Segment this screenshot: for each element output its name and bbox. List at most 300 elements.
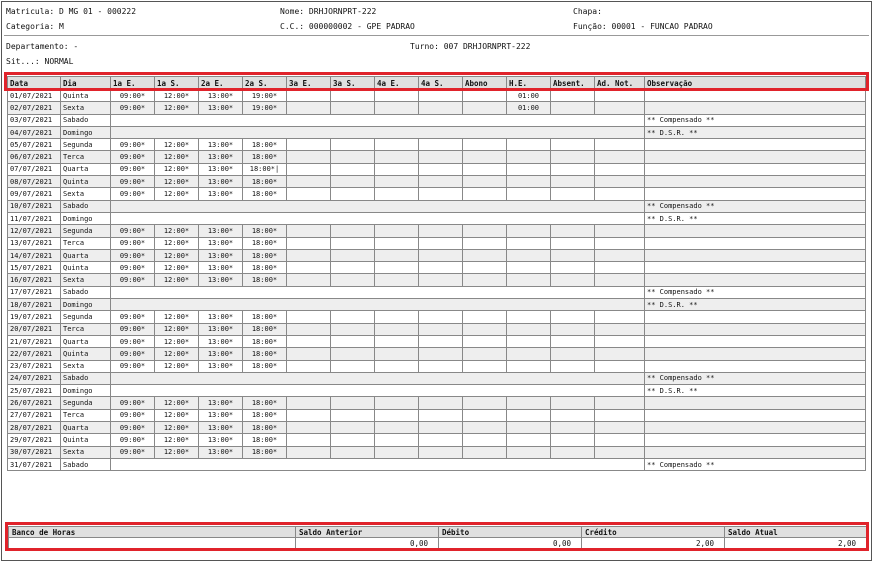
table-cell (111, 286, 645, 298)
table-cell: 31/07/2021 (8, 458, 61, 470)
table-cell: 13:00* (199, 397, 243, 409)
table-cell (111, 385, 645, 397)
table-cell (463, 335, 507, 347)
table-cell (595, 323, 645, 335)
table-cell (507, 262, 551, 274)
table-row (8, 90, 866, 102)
table-row (8, 126, 866, 138)
table-cell: 08/07/2021 (8, 176, 61, 188)
table-cell (419, 151, 463, 163)
table-cell: 12:00* (155, 311, 199, 323)
table-cell (463, 237, 507, 249)
table-cell: 12:00* (155, 176, 199, 188)
chapa-text: Chapa: (573, 7, 602, 16)
departamento-text: Departamento: - (6, 42, 79, 51)
table-cell (419, 422, 463, 434)
table-cell: 18:00* (243, 139, 287, 151)
table-cell: Sexta (61, 360, 111, 372)
table-cell: 28/07/2021 (8, 422, 61, 434)
table-cell: 03/07/2021 (8, 114, 61, 126)
table-cell (507, 139, 551, 151)
saldo-anterior-label: Saldo Anterior (296, 527, 439, 538)
table-cell (507, 237, 551, 249)
table-cell: 19/07/2021 (8, 311, 61, 323)
table-cell: Terca (61, 237, 111, 249)
table-cell (645, 102, 866, 114)
table-cell (331, 237, 375, 249)
table-cell: 12:00* (155, 446, 199, 458)
table-cell (645, 311, 866, 323)
table-cell (551, 348, 595, 360)
table-cell: 06/07/2021 (8, 151, 61, 163)
debito-label: Débito (439, 527, 582, 538)
table-cell: 01/07/2021 (8, 90, 61, 102)
table-row (8, 114, 866, 126)
table-cell: 13:00* (199, 151, 243, 163)
table-cell (287, 139, 331, 151)
table-cell (375, 163, 419, 175)
table-cell: 19:00* (243, 90, 287, 102)
table-cell: 18:00* (243, 434, 287, 446)
table-cell (595, 225, 645, 237)
table-cell: 18:00* (243, 225, 287, 237)
table-cell (287, 188, 331, 200)
table-cell: Domingo (61, 212, 111, 224)
table-cell (331, 422, 375, 434)
table-cell: Sexta (61, 274, 111, 286)
table-cell: 13:00* (199, 262, 243, 274)
table-cell: 18/07/2021 (8, 299, 61, 311)
table-cell: 22/07/2021 (8, 348, 61, 360)
table-cell: 12:00* (155, 163, 199, 175)
table-cell (287, 311, 331, 323)
table-cell (595, 274, 645, 286)
table-cell: Segunda (61, 311, 111, 323)
table-cell (375, 139, 419, 151)
table-cell: 12:00* (155, 102, 199, 114)
table-cell (419, 311, 463, 323)
table-cell: Domingo (61, 299, 111, 311)
table-row (8, 176, 866, 188)
table-cell: 09:00* (111, 348, 155, 360)
table-cell (287, 225, 331, 237)
table-cell: Terca (61, 409, 111, 421)
table-cell: Sexta (61, 188, 111, 200)
table-cell: Quinta (61, 262, 111, 274)
table-cell (595, 397, 645, 409)
table-cell: Sexta (61, 102, 111, 114)
table-cell: 12:00* (155, 274, 199, 286)
table-cell: 09:00* (111, 188, 155, 200)
table-cell (375, 397, 419, 409)
table-cell: ** Compensado ** (645, 458, 866, 470)
table-cell: 18:00* (243, 237, 287, 249)
table-cell (419, 409, 463, 421)
table-header-row (8, 77, 866, 90)
table-cell: ** D.S.R. ** (645, 385, 866, 397)
table-cell: 25/07/2021 (8, 385, 61, 397)
table-cell (331, 434, 375, 446)
table-cell (375, 225, 419, 237)
table-cell (331, 225, 375, 237)
table-cell (463, 311, 507, 323)
column-header: 2a S. (243, 77, 287, 90)
table-cell: 18:00* (243, 176, 287, 188)
table-cell (331, 446, 375, 458)
table-cell: 13:00* (199, 311, 243, 323)
table-row (8, 360, 866, 372)
saldo-atual-label: Saldo Atual (725, 527, 867, 538)
table-cell (287, 434, 331, 446)
table-cell (419, 249, 463, 261)
table-cell (595, 348, 645, 360)
table-cell (645, 237, 866, 249)
table-cell (645, 446, 866, 458)
table-cell: Sabado (61, 286, 111, 298)
table-cell: 27/07/2021 (8, 409, 61, 421)
table-cell (111, 212, 645, 224)
table-cell: Quarta (61, 422, 111, 434)
table-cell: 23/07/2021 (8, 360, 61, 372)
table-cell: 13:00* (199, 360, 243, 372)
table-cell (111, 126, 645, 138)
column-header: Ad. Not. (595, 77, 645, 90)
table-cell (551, 176, 595, 188)
table-cell (507, 188, 551, 200)
table-cell (419, 176, 463, 188)
table-row (8, 139, 866, 151)
table-cell: 09:00* (111, 409, 155, 421)
table-cell: 12:00* (155, 422, 199, 434)
table-cell (463, 397, 507, 409)
table-cell: 13:00* (199, 176, 243, 188)
table-cell: 13:00* (199, 434, 243, 446)
column-header: Absent. (551, 77, 595, 90)
table-row (8, 311, 866, 323)
table-cell: 09:00* (111, 249, 155, 261)
table-cell: 18:00* (243, 335, 287, 347)
table-cell (551, 311, 595, 323)
table-cell (595, 335, 645, 347)
table-cell: 19:00* (243, 102, 287, 114)
table-cell: ** D.S.R. ** (645, 299, 866, 311)
table-cell: Sabado (61, 458, 111, 470)
table-cell: 12:00* (155, 90, 199, 102)
table-cell: 12:00* (155, 249, 199, 261)
table-cell (331, 188, 375, 200)
table-cell (463, 188, 507, 200)
table-cell: 13:00* (199, 446, 243, 458)
table-cell: 13:00* (199, 188, 243, 200)
table-cell: Sabado (61, 372, 111, 384)
table-cell (595, 446, 645, 458)
table-cell (375, 311, 419, 323)
table-row (8, 434, 866, 446)
table-cell (645, 422, 866, 434)
table-cell: Quarta (61, 335, 111, 347)
table-cell: 13:00* (199, 225, 243, 237)
table-cell: 30/07/2021 (8, 446, 61, 458)
table-cell (551, 335, 595, 347)
table-cell (419, 348, 463, 360)
table-cell: 09:00* (111, 311, 155, 323)
table-cell: 09:00* (111, 274, 155, 286)
table-cell: 12:00* (155, 237, 199, 249)
table-cell (331, 397, 375, 409)
table-cell: 26/07/2021 (8, 397, 61, 409)
table-cell (645, 225, 866, 237)
table-row (8, 200, 866, 212)
table-cell: 16/07/2021 (8, 274, 61, 286)
table-cell (551, 274, 595, 286)
table-row (8, 446, 866, 458)
table-cell (419, 274, 463, 286)
table-cell (463, 151, 507, 163)
table-cell: 18:00* (243, 446, 287, 458)
table-cell (507, 446, 551, 458)
table-cell (507, 311, 551, 323)
table-cell: ** Compensado ** (645, 286, 866, 298)
table-cell: 18:00* (243, 348, 287, 360)
nome-text: Nome: DRHJORNPRT-222 (280, 7, 377, 16)
table-cell (595, 422, 645, 434)
table-row (8, 274, 866, 286)
saldo-atual-value: 2,00 (725, 538, 867, 549)
table-cell: 14/07/2021 (8, 249, 61, 261)
table-cell (507, 323, 551, 335)
table-cell (375, 360, 419, 372)
table-cell (375, 274, 419, 286)
table-cell (463, 446, 507, 458)
table-cell (507, 360, 551, 372)
table-cell (645, 139, 866, 151)
table-cell (645, 360, 866, 372)
table-cell (419, 446, 463, 458)
table-cell: 09:00* (111, 176, 155, 188)
table-cell: 09:00* (111, 151, 155, 163)
table-cell: 12:00* (155, 188, 199, 200)
table-cell: Quarta (61, 163, 111, 175)
table-cell (551, 225, 595, 237)
table-cell: Terca (61, 151, 111, 163)
table-cell (645, 176, 866, 188)
column-header: 1a S. (155, 77, 199, 90)
table-cell: 18:00*| (243, 163, 287, 175)
table-cell (595, 90, 645, 102)
table-cell (645, 262, 866, 274)
table-cell (551, 90, 595, 102)
table-cell: 18:00* (243, 311, 287, 323)
column-header: Observação (645, 77, 866, 90)
table-cell: 09:00* (111, 139, 155, 151)
table-row (8, 458, 866, 470)
table-cell: 24/07/2021 (8, 372, 61, 384)
table-cell (375, 249, 419, 261)
table-cell: 18:00* (243, 360, 287, 372)
table-cell: 09:00* (111, 102, 155, 114)
table-cell: 13:00* (199, 422, 243, 434)
table-cell: 12:00* (155, 348, 199, 360)
table-cell: ** Compensado ** (645, 200, 866, 212)
credito-label: Crédito (582, 527, 725, 538)
table-cell (507, 409, 551, 421)
table-cell (595, 176, 645, 188)
table-cell: Domingo (61, 126, 111, 138)
table-cell (331, 348, 375, 360)
table-cell: Quinta (61, 348, 111, 360)
table-cell (419, 262, 463, 274)
funcao-text: Função: 00001 - FUNCAO PADRAO (573, 22, 713, 31)
table-cell: 12:00* (155, 397, 199, 409)
table-cell: Segunda (61, 397, 111, 409)
table-cell (287, 409, 331, 421)
table-cell (551, 188, 595, 200)
table-cell (645, 274, 866, 286)
table-cell (111, 114, 645, 126)
table-cell: 11/07/2021 (8, 212, 61, 224)
table-cell: 12:00* (155, 434, 199, 446)
header-divider (4, 35, 869, 36)
table-row (8, 385, 866, 397)
table-row (8, 348, 866, 360)
table-cell: 18:00* (243, 249, 287, 261)
table-cell: 18:00* (243, 274, 287, 286)
table-cell (287, 360, 331, 372)
column-header: 2a E. (199, 77, 243, 90)
table-cell: 13:00* (199, 348, 243, 360)
table-cell (287, 237, 331, 249)
table-cell: 09:00* (111, 446, 155, 458)
table-cell (507, 176, 551, 188)
table-cell (331, 335, 375, 347)
table-cell: 12:00* (155, 151, 199, 163)
table-cell (375, 102, 419, 114)
table-cell: 15/07/2021 (8, 262, 61, 274)
table-cell (419, 225, 463, 237)
table-cell: 02/07/2021 (8, 102, 61, 114)
table-cell (331, 274, 375, 286)
table-cell: 18:00* (243, 397, 287, 409)
table-cell: 09:00* (111, 434, 155, 446)
bank-title: Banco de Horas (9, 527, 296, 538)
table-cell (375, 323, 419, 335)
table-cell (551, 262, 595, 274)
table-cell (331, 102, 375, 114)
column-header: 4a E. (375, 77, 419, 90)
table-cell (419, 102, 463, 114)
table-cell: 20/07/2021 (8, 323, 61, 335)
table-cell: 21/07/2021 (8, 335, 61, 347)
table-cell (287, 348, 331, 360)
cc-text: C.C.: 000000002 - GPE PADRAO (280, 22, 415, 31)
turno-text: Turno: 007 DRHJORNPRT-222 (410, 42, 531, 51)
column-header: Abono (463, 77, 507, 90)
table-cell (375, 188, 419, 200)
table-cell: 09:00* (111, 360, 155, 372)
table-row (8, 409, 866, 421)
table-cell (645, 323, 866, 335)
bank-empty-cell (9, 538, 296, 549)
table-cell: 12:00* (155, 262, 199, 274)
table-cell (595, 311, 645, 323)
table-cell (463, 274, 507, 286)
table-cell (645, 90, 866, 102)
table-cell (595, 151, 645, 163)
table-cell (463, 163, 507, 175)
table-cell (375, 348, 419, 360)
table-cell (287, 90, 331, 102)
table-cell (419, 237, 463, 249)
table-row (8, 102, 866, 114)
table-cell: Domingo (61, 385, 111, 397)
table-cell (463, 323, 507, 335)
table-cell (507, 151, 551, 163)
table-cell (331, 163, 375, 175)
table-cell (375, 434, 419, 446)
table-cell: 13:00* (199, 90, 243, 102)
table-cell (595, 163, 645, 175)
table-cell: 12/07/2021 (8, 225, 61, 237)
table-cell (645, 249, 866, 261)
table-cell (375, 237, 419, 249)
table-row (8, 323, 866, 335)
table-cell (551, 360, 595, 372)
table-cell: 12:00* (155, 360, 199, 372)
table-cell: 13:00* (199, 139, 243, 151)
table-cell (419, 188, 463, 200)
table-cell (463, 262, 507, 274)
table-cell (595, 237, 645, 249)
timesheet-page (1, 1, 872, 561)
column-header: Dia (61, 77, 111, 90)
table-cell: 18:00* (243, 422, 287, 434)
table-cell (419, 360, 463, 372)
table-cell: ** D.S.R. ** (645, 126, 866, 138)
table-cell (419, 163, 463, 175)
table-cell: 17/07/2021 (8, 286, 61, 298)
table-cell: 18:00* (243, 262, 287, 274)
table-cell (331, 90, 375, 102)
table-cell: 18:00* (243, 151, 287, 163)
table-cell (111, 299, 645, 311)
table-cell: Quinta (61, 434, 111, 446)
table-cell: 13:00* (199, 335, 243, 347)
table-cell (507, 163, 551, 175)
table-cell (331, 409, 375, 421)
table-cell (551, 163, 595, 175)
column-header: 3a E. (287, 77, 331, 90)
table-cell (645, 397, 866, 409)
table-cell: 09:00* (111, 225, 155, 237)
table-cell: Sexta (61, 446, 111, 458)
table-cell (595, 102, 645, 114)
table-cell (375, 335, 419, 347)
table-cell (111, 372, 645, 384)
table-cell (463, 90, 507, 102)
table-cell: Segunda (61, 139, 111, 151)
table-cell (507, 397, 551, 409)
table-cell (551, 237, 595, 249)
table-row (8, 372, 866, 384)
table-cell (463, 348, 507, 360)
table-cell (463, 434, 507, 446)
credito-value: 2,00 (582, 538, 725, 549)
table-cell (111, 200, 645, 212)
table-cell: 18:00* (243, 323, 287, 335)
table-cell: 09:00* (111, 422, 155, 434)
table-cell: ** Compensado ** (645, 114, 866, 126)
table-cell (463, 176, 507, 188)
